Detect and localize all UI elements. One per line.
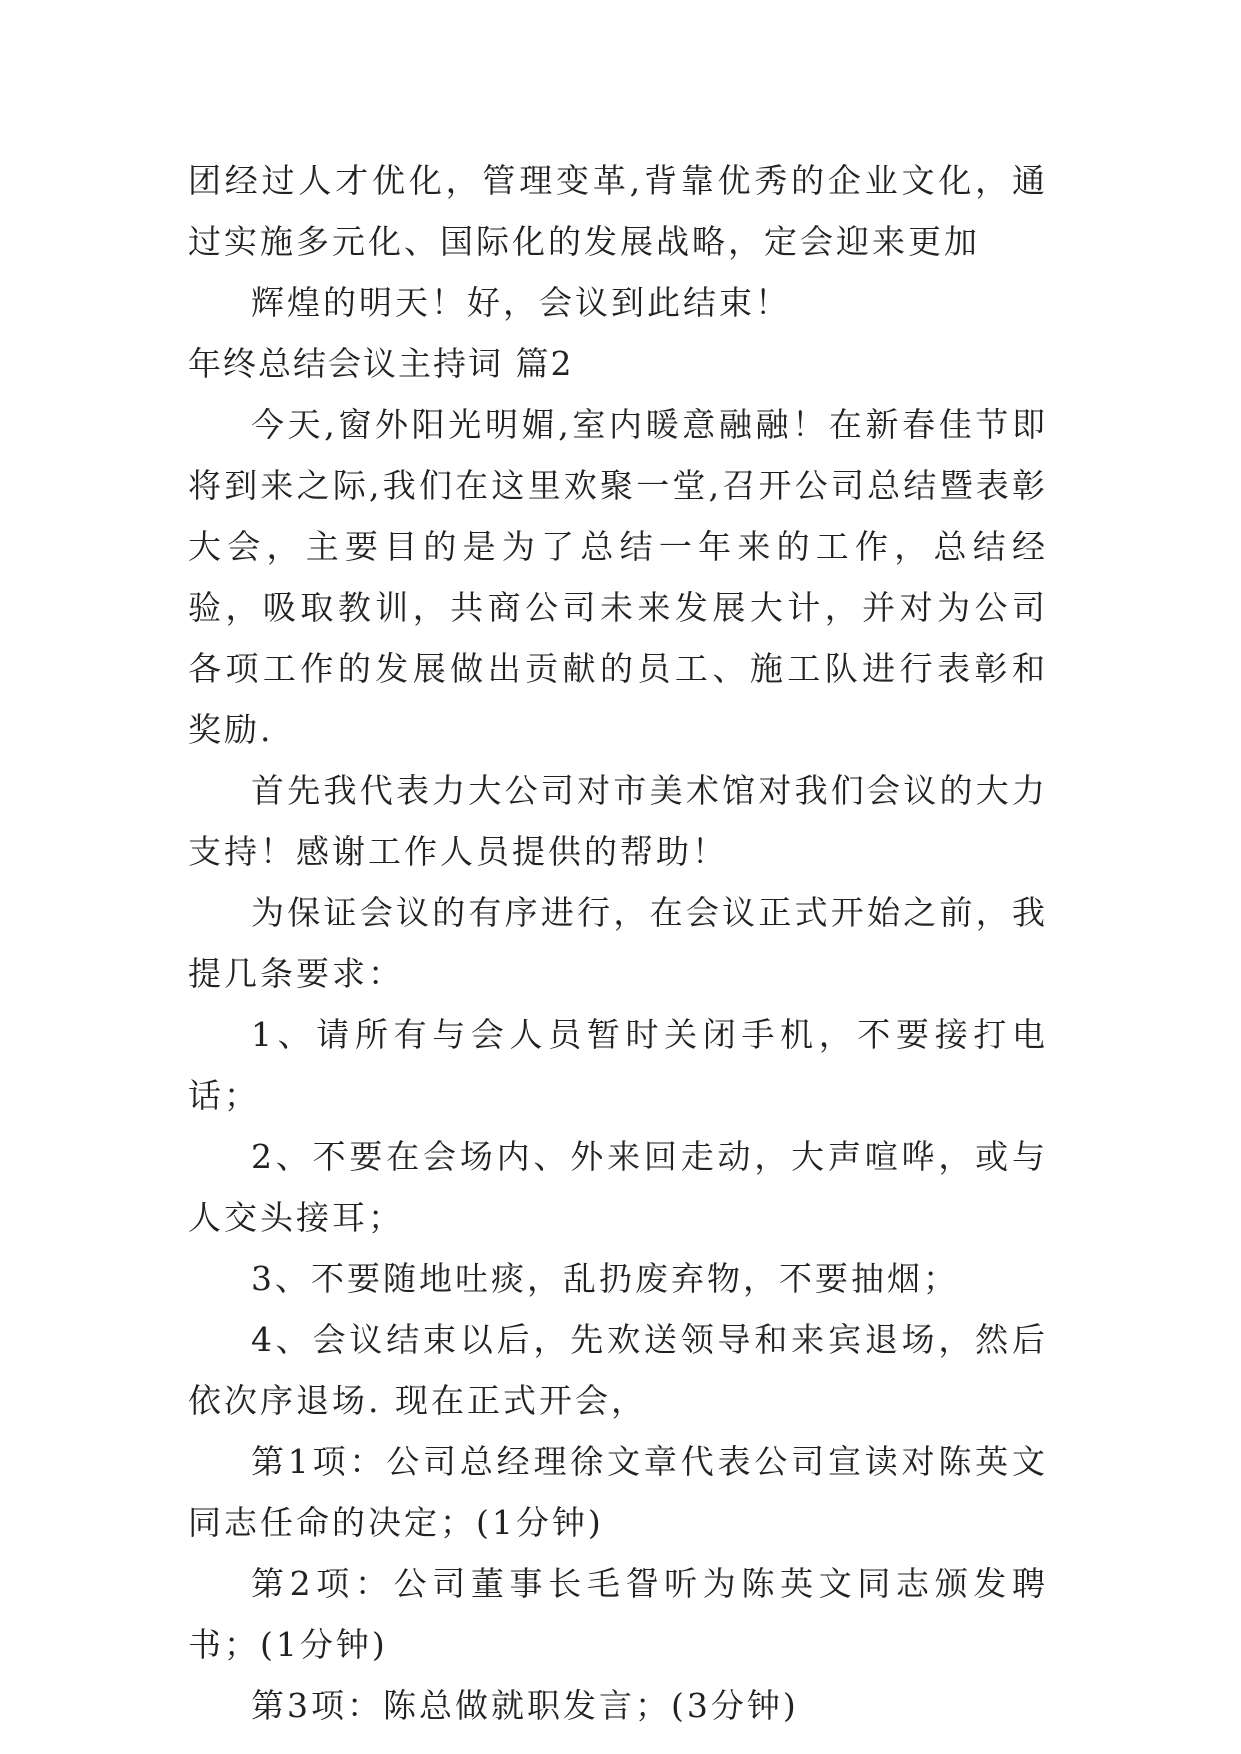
list-item: 3、不要随地吐痰，乱扔废弃物，不要抽烟； <box>251 1259 959 1298</box>
paragraph: 辉煌的明天！好，会议到此结束！ <box>251 283 791 322</box>
paragraph: 团经过人才优化，管理变革,背靠优秀的企业文化，通过实施多元化、国际化的发展战略，定会迎来更加 <box>188 161 1048 261</box>
paragraph: 为保证会议的有序进行，在会议正式开始之前，我提几条要求： <box>188 893 1048 993</box>
section-heading: 年终总结会议主持词 篇2 <box>188 344 574 383</box>
agenda-item: 第3项：陈总做就职发言；(3分钟) <box>251 1686 799 1725</box>
list-item: 1、请所有与会人员暂时关闭手机，不要接打电话； <box>188 1015 1048 1115</box>
agenda-item: 第1项：公司总经理徐文章代表公司宣读对陈英文同志任命的决定；(1分钟) <box>188 1442 1048 1542</box>
document-body <box>188 150 1048 1736</box>
paragraph: 首先我代表力大公司对市美术馆对我们会议的大力支持！感谢工作人员提供的帮助！ <box>188 771 1048 871</box>
list-item: 4、会议结束以后，先欢送领导和来宾退场，然后依次序退场. 现在正式开会， <box>188 1320 1048 1420</box>
agenda-item: 第2项：公司董事长毛眢听为陈英文同志颁发聘书；(1分钟) <box>188 1564 1048 1664</box>
list-item: 2、不要在会场内、外来回走动，大声喧哗，或与人交头接耳； <box>188 1137 1048 1237</box>
paragraph: 今天,窗外阳光明媚,室内暖意融融！在新春佳节即将到来之际,我们在这里欢聚一堂,召开公司总结暨表彰大会，主要目的是为了总结一年来的工作，总结经验，吸取教训，共商公司未来发展大计，并对为公司各项工作的发展做出贡献的员工、施工队进行表彰和奖励. <box>188 405 1048 749</box>
